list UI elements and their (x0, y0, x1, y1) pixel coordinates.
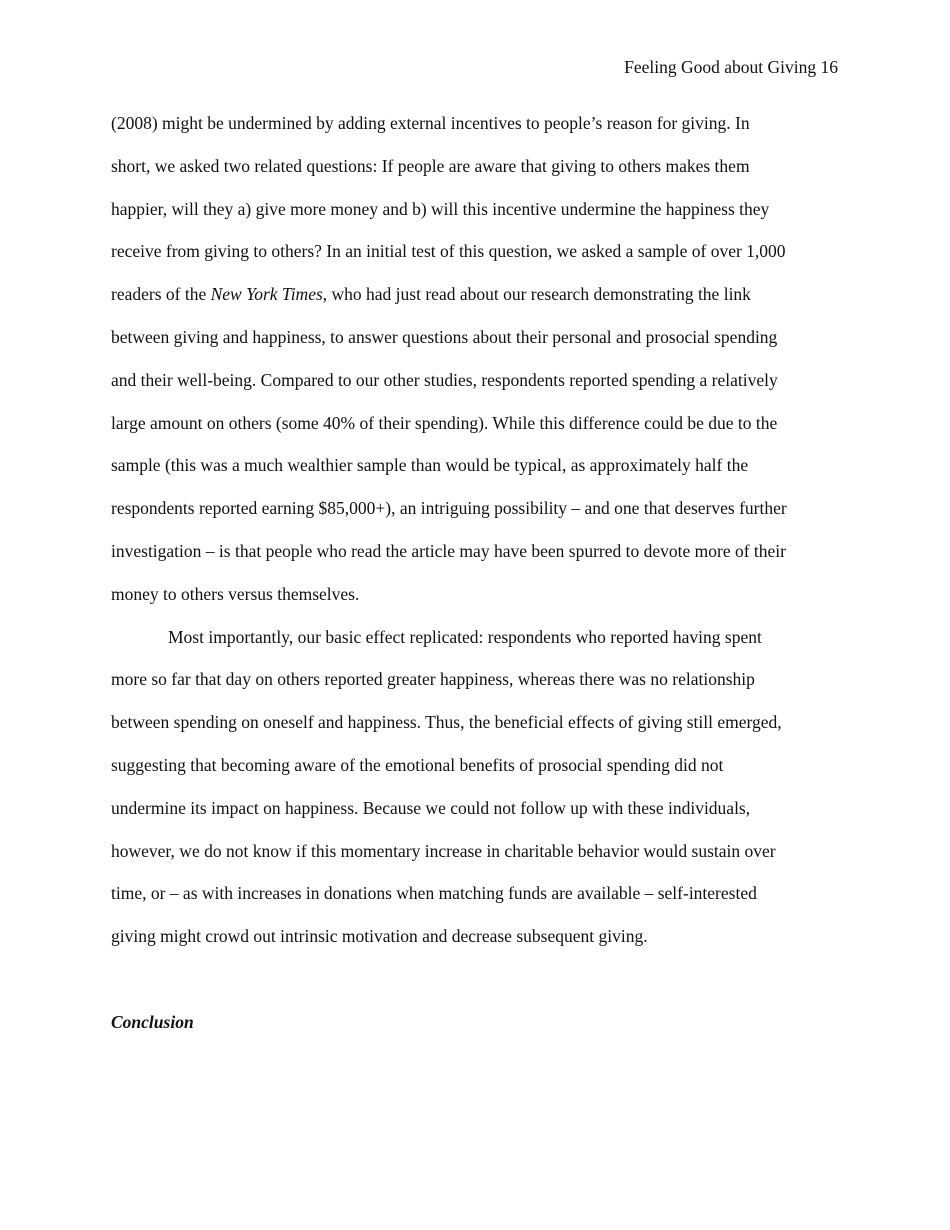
text-line: time, or – as with increases in donations when matching funds are available – self-interested (111, 883, 757, 904)
text-line: Most importantly, our basic effect replicated: respondents who reported having spent (168, 626, 762, 647)
body-text (111, 112, 851, 1054)
text-line: investigation – is that people who read the article may have been spurred to devote more of their (111, 540, 786, 561)
text-line: suggesting that becoming aware of the emotional benefits of prosocial spending did not (111, 754, 724, 775)
text-line: (2008) might be undermined by adding external incentives to people’s reason for giving. In (111, 113, 750, 133)
text-line: more so far that day on others reported greater happiness, whereas there was no relationship (111, 669, 755, 690)
section-heading: Conclusion (111, 1011, 194, 1032)
text-fragment: readers of the (111, 284, 211, 305)
text-fragment: , who had just read about our research demonstrating the link (322, 284, 751, 305)
text-line: large amount on others (some 40% of their spending). While this difference could be due to the (111, 412, 778, 433)
text-line: and their well-being. Compared to our other studies, respondents reported spending a relatively (111, 369, 778, 390)
text-line: happier, will they a) give more money and b) will this incentive undermine the happiness they (111, 198, 770, 219)
text-line: between giving and happiness, to answer questions about their personal and prosocial spending (111, 326, 778, 347)
publication-title: New York Times (210, 284, 323, 305)
text-line: respondents reported earning $85,000+), an intriguing possibility – and one that deserves further (111, 498, 787, 519)
spacer (111, 968, 851, 1011)
text-line: between spending on oneself and happiness. Thus, the beneficial effects of giving still emerged, (111, 712, 782, 733)
paragraph-1 (111, 112, 851, 626)
text-line: sample (this was a much wealthier sample than would be typical, as approximately half the (111, 455, 749, 476)
text-line: receive from giving to others? In an initial test of this question, we asked a sample of over 1,000 (111, 241, 786, 262)
text-line: giving might crowd out intrinsic motivation and decrease subsequent giving. (111, 926, 648, 947)
text-line: money to others versus themselves. (111, 583, 360, 604)
paragraph-2 (111, 626, 851, 968)
text-line: undermine its impact on happiness. Because we could not follow up with these individuals, (111, 797, 751, 818)
text-line: short, we asked two related questions: If people are aware that giving to others makes them (111, 155, 750, 176)
text-line: however, we do not know if this momentary increase in charitable behavior would sustain over (111, 840, 776, 861)
text-line (111, 283, 851, 326)
running-head: Feeling Good about Giving 16 (624, 57, 838, 77)
